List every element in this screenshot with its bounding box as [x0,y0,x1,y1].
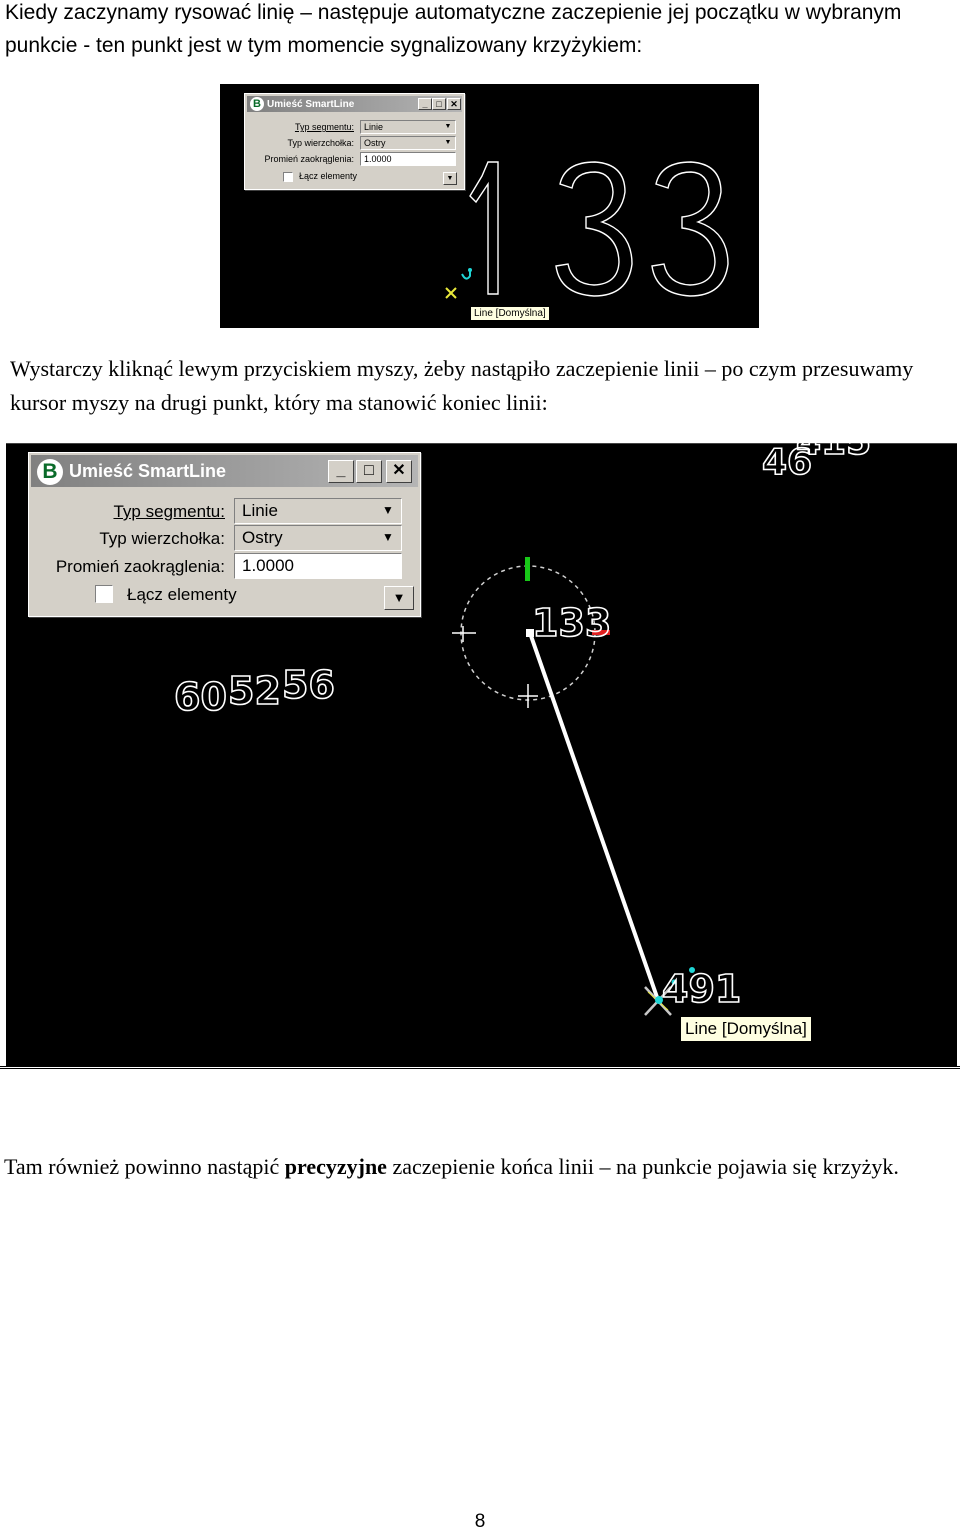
paragraph-intro: Kiedy zaczynamy rysować linię – następuje automatyczne zaczepienie jej początku w wybranym punkcie - ten punkt jest w tym momencie sygnalizowany krzyżykiem: [5,1,902,57]
dialog-title: Umieść SmartLine [267,99,355,110]
join-elements-checkbox[interactable] [283,172,293,182]
expand-button[interactable]: ▼ [384,586,414,610]
vertex-type-select[interactable]: Ostry ▼ [360,136,456,150]
segment-type-label: Typ segmentu: [294,122,354,132]
join-elements-label: Łącz elementy [127,585,237,604]
app-logo-icon: B [37,459,63,485]
page-number: 8 [474,1511,486,1532]
vertex-type-label: Typ wierzchołka: [287,138,354,148]
app-logo-icon: B [250,97,264,111]
rounding-radius-label: Promień zaokrąglenia: [55,557,225,576]
element-tooltip: Line [Domyślna] [680,1016,812,1042]
expand-button[interactable]: ▼ [443,172,457,185]
close-button[interactable]: ✕ [447,98,461,110]
smartline-dialog [28,452,421,617]
vertex-type-label: Typ wierzchołka: [99,529,225,548]
element-tooltip: Line [Domyślna] [470,306,550,321]
chevron-down-icon: ▼ [444,139,452,146]
paragraph-click: Wystarczy kliknąć lewym przyciskiem myszy, żeby nastąpiło zaczepienie linii – po czym przesuwamy kursor myszy na drugi punkt, który ma stanowić koniec linii: [10,356,914,415]
paragraph-precise: Tam również powinno nastąpić precyzyjne zaczepienie końca linii – na punkcie pojawia się krzyżyk. [4,1154,899,1179]
snap-cross-icon [446,288,456,298]
label-top-right: 46 [762,442,813,483]
label-top-right-cut: 415 [796,422,872,463]
drawn-line [530,633,658,1000]
vertex-type-select[interactable]: Ostry ▼ [234,525,402,551]
cursor-icon [462,268,472,279]
rounding-radius-input[interactable]: 1.0000 [234,553,402,579]
label-56: 56 [282,663,335,707]
minimize-button[interactable]: _ [418,98,432,110]
screenshot-line-end [6,422,957,1066]
dialog-title: Umieść SmartLine [69,461,227,481]
smartline-dialog [244,93,465,190]
label-60: 60 [174,675,227,719]
divider [0,1066,960,1069]
maximize-button[interactable]: □ [356,460,382,483]
dialog-titlebar[interactable] [31,455,418,487]
rounding-radius-input[interactable]: 1.0000 [360,152,456,166]
screenshot-line-start [220,84,759,328]
emphasis-precyzyjne: precyzyjne [284,1154,387,1179]
join-elements-checkbox[interactable] [95,585,113,603]
rounding-radius-label: Promień zaokrąglenia: [264,154,354,164]
green-marker [525,557,530,581]
dialog-titlebar[interactable] [247,96,462,112]
chevron-down-icon: ▼ [382,503,394,517]
label-133: 133 [532,601,612,645]
join-elements-label: Łącz elementy [299,171,358,181]
minimize-button[interactable]: _ [328,460,354,483]
label-52: 52 [228,669,281,713]
segment-type-select[interactable]: Linie ▼ [234,498,402,524]
segment-type-select[interactable]: Linie ▼ [360,120,456,134]
maximize-button[interactable]: □ [432,98,446,110]
segment-type-label: Typ segmentu: [113,502,225,521]
close-button[interactable]: ✕ [386,460,412,483]
label-491: 491 [662,967,742,1011]
chevron-down-icon: ▼ [444,123,452,130]
chevron-down-icon: ▼ [382,530,394,544]
